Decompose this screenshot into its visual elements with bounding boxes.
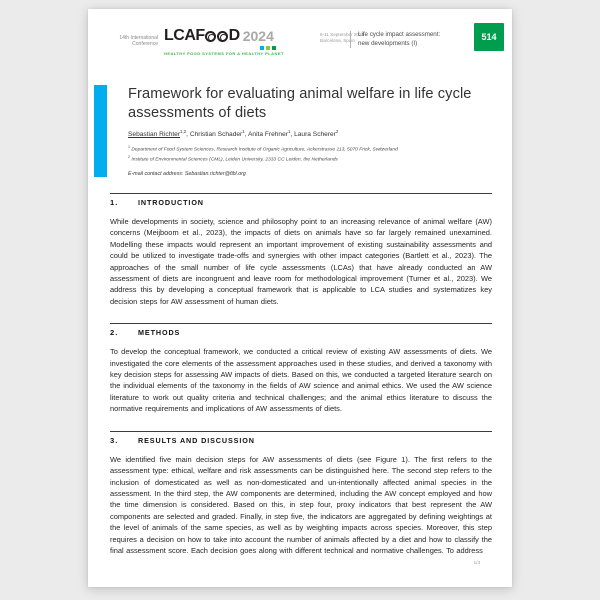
logo-tagline: HEALTHY FOOD SYSTEMS FOR A HEALTHY PLANET: [164, 51, 284, 56]
email-address[interactable]: Sebastian.richter@fibl.org: [184, 171, 246, 178]
page-number: 1/3: [473, 560, 480, 565]
author-affiliation-marker: 2: [335, 129, 339, 134]
lcafood-logo: [164, 27, 314, 56]
section-methods: [110, 323, 492, 414]
affiliation-1: [128, 144, 492, 154]
paper-number-badge: 514: [474, 23, 504, 51]
section-heading: [110, 436, 492, 445]
logo-dot: [266, 46, 270, 50]
section-heading: [110, 198, 492, 207]
conference-line1: 14th International: [119, 35, 158, 41]
title-section: [94, 85, 492, 177]
logo-swirl-o-icon: [205, 31, 216, 42]
affiliation-2-marker: 2: [128, 155, 130, 160]
title-accent-bar: [94, 85, 107, 177]
section-introduction: [110, 193, 492, 307]
title-content: [107, 85, 492, 177]
email-contact-line: [128, 171, 492, 177]
author-affiliation-marker: 1: [287, 129, 291, 134]
affiliation-1-marker: 1: [128, 145, 130, 150]
logo-swirl-o-icon: [217, 31, 228, 42]
logo-text-prefix: LCAF: [164, 27, 205, 44]
email-label: E-mail contact address:: [128, 171, 184, 178]
conference-location: Barcelona, Spain: [320, 37, 355, 43]
affiliation-1-text: Department of Food System Sciences, Research Institute of Organic Agriculture, Ackerstrasse 113, 5070 Frick, Switzerland: [131, 147, 398, 153]
author-name: Laura Scherer: [294, 131, 336, 139]
section-divider: [110, 323, 492, 324]
section-divider: [110, 431, 492, 432]
authors-line: Sebastian Richter$^{1,2}$, Christian Schader$^1$, Anita Frehner$^1$, Laura Scherer$^2$: [128, 129, 339, 139]
page-title: Framework for evaluating animal welfare in life cycle assessments of diets: [128, 86, 472, 121]
affiliations: [128, 144, 492, 164]
page-header: [88, 23, 512, 69]
logo-wordmark: [164, 27, 314, 45]
section-title: METHODS: [138, 328, 181, 338]
paper-body: [110, 193, 492, 572]
section-number: 1.: [110, 198, 119, 207]
logo-year: 2024: [242, 28, 274, 44]
conference-line2: Conference: [132, 41, 158, 47]
section-divider: [110, 193, 492, 194]
section-title: INTRODUCTION: [138, 198, 204, 207]
logo-dots: [260, 46, 314, 50]
logo-dot: [272, 46, 276, 50]
section-paragraph: While developments in society, science and philosophy point to an increasing relevance of animal welfare (AW) concerns (Meijboom et al., 2023), the impacts of diets on animals have so far largely remained unexamined. Modelling these impacts would represent an important improvement of existing sustainability assessments and could be utilized to investigate trade-offs and synergies with other impact categories (Bartlett et al., 2023). The approaches of the small number of life cycle assessments (LCAs) that have already conducted an AW assessment of diets are incongruent and leave room for methodological improvement (Turner et al., 2023). We address this by developing a conceptual framework that is applicable to LCA studies and systematizes key decision steps for AW assessment of human diets.: [110, 217, 492, 306]
logo-text-suffix: D: [228, 27, 240, 44]
conference-date: 8-11 September 2024: [320, 32, 365, 37]
author-name: Anita Frehner: [248, 131, 288, 139]
session-line2: new developments (I): [358, 39, 418, 47]
section-results-discussion: [110, 431, 492, 557]
author-name[interactable]: Sebastian Richter: [128, 131, 181, 139]
section-title: RESULTS AND DISCUSSION: [138, 435, 255, 445]
section-heading: [110, 328, 492, 337]
section-paragraph: To develop the conceptual framework, we conducted a critical review of existing AW assessments of diets. We investigated the core elements of the assessment approaches used in these studies, and derived a taxonomy with key decision steps for assessing AW impacts of diets. Based on this, we conducted a targeted literature search on the individual elements of the taxonomy in the fields of AW science and animal ethics. We used the AW science literature to work out quality criteria and technical challenges; and the animal ethics literature to discuss the normative requirements and implications of AW assessments of diets.: [110, 347, 492, 414]
section-number: 2.: [110, 328, 119, 338]
author-name: Christian Schader: [189, 131, 243, 139]
section-number: 3.: [110, 435, 119, 445]
conference-name: [100, 35, 158, 47]
affiliation-2-text: Institute of Environmental Sciences (CML), Leiden University, 2333 CC Leiden, the Netherlands: [131, 157, 338, 163]
section-paragraph: We identified five main decision steps for AW assessments of diets (see Figure 1). The first refers to the assessment type: ethical, welfare and risk assessments can be distinguished here. The second step refers to the inclusion of domesticated as well as non-domesticated and un-intentionally affected animal species in the assessment. In the third step, the AW components are determined, including the AW concept employed and how the time dimension is considered. Based on this, in step four, proxy indicators that best represent the AW components are selected and graded. Finally, in step five, the indicators are aggregated by defining weightings at the level of animals of the same species, as well as by weighting impacts across species. Moreover, this step requires a decision on how to take into account the number of animals affected by a diet and how to classify the final assessment score. Each decision goes along with different technical and normative challenges. To address: [110, 454, 492, 555]
session-line1: Life cycle impact assessment:: [358, 31, 441, 38]
paper-page: [88, 9, 512, 587]
author-affiliation-marker: 1,2: [180, 129, 187, 134]
session-title: [350, 31, 466, 48]
logo-dot: [260, 46, 264, 50]
author-affiliation-marker: 1: [242, 129, 245, 134]
affiliation-2: [128, 154, 492, 164]
